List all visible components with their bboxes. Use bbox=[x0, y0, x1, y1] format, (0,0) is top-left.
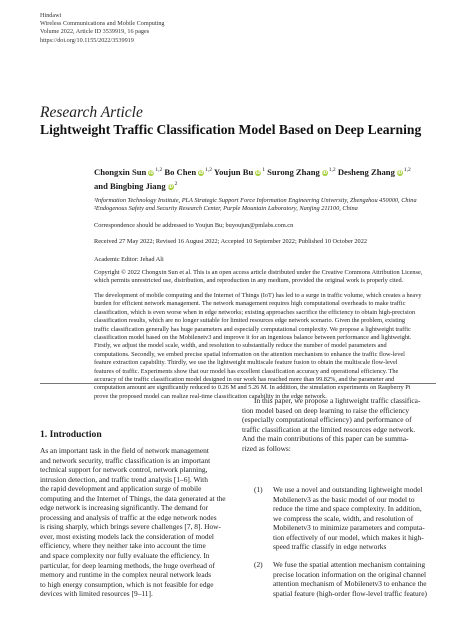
text-line: Firstly, we adjust the model scale, width, and resolution to substantially reduce the number of model parameters and bbox=[94, 342, 387, 350]
section-divider bbox=[40, 383, 436, 384]
contribution-text bbox=[273, 485, 438, 552]
author: and Bingbing Jiang iD $^2$ bbox=[94, 181, 178, 192]
text-line: traffic classification generally has huge parameters and especially computational complexity. We propose a lightweight traffic bbox=[94, 325, 411, 333]
orcid-icon[interactable]: iD bbox=[198, 169, 204, 175]
contribution-number: (2) bbox=[254, 560, 263, 569]
text-line: Mobilenetv3 as the basic model of our model to bbox=[273, 494, 415, 504]
abstract bbox=[94, 292, 435, 401]
text-line: efficiency, where they neither take into account the time bbox=[40, 541, 206, 551]
intro-right-column bbox=[242, 396, 438, 453]
text-line: prove the proposed model can realize real-time classification capability in the edge network. bbox=[94, 392, 327, 400]
publication-dates: Received 27 May 2022; Revised 16 August 2022; Accepted 10 September 2022; Published 10 October 2022 bbox=[94, 238, 367, 245]
text-line: technical support for network control, network planning, bbox=[40, 465, 208, 475]
text-line: edge network is increasing significantly. The demand for bbox=[40, 503, 209, 513]
text-line: computations. Secondly, we embed precise spatial information on the attention mechanism to enhance the traffic flow-level bbox=[94, 350, 405, 358]
text-line: Copyright © 2022 Chongxin Sun et al. This is an open access article distributed under the Creative Commons Attribution License, bbox=[94, 269, 423, 276]
academic-editor: Academic Editor: Jehad Ali bbox=[94, 256, 164, 263]
journal-name: Wireless Communications and Mobile Computing bbox=[40, 20, 165, 28]
journal-header bbox=[40, 12, 165, 45]
affiliation: ¹Information Technology Institute, PLA Strategic Support Force Information Engineering University, Zhengzhou 450000, China bbox=[94, 197, 417, 204]
text-line: features of traffic. Experiments show that our model has excellent classification accuracy and operational efficiency. The bbox=[94, 367, 399, 375]
contribution-number: (1) bbox=[254, 485, 263, 494]
orcid-icon[interactable]: iD bbox=[255, 169, 261, 175]
text-line: tion effectively of our model, which makes it high- bbox=[273, 532, 424, 542]
text-line: and space complexity nor fully evaluate the efficiency. In bbox=[40, 551, 210, 561]
text-line: reduce the time and space complexity. In addition, bbox=[273, 504, 422, 514]
author: Youjun Bu iD $^1$ bbox=[213, 166, 265, 177]
text-line: classification, which is even worse when in edge networks; existing approaches sacrifice the efficiency to obtain high-precision bbox=[94, 308, 416, 316]
text-line: traffic classification at the limited resources edge network. bbox=[242, 424, 416, 434]
author: Desheng Zhang iD $^{1,2}$ bbox=[337, 166, 411, 177]
text-line: speed traffic classify in edge networks bbox=[273, 542, 387, 552]
text-line: computing and the Internet of Things, the data generated at the bbox=[40, 493, 226, 503]
text-line: tion model based on deep learning to raise the efficiency bbox=[242, 405, 410, 415]
volume-info: Volume 2022, Article ID 3539919, 16 pages bbox=[40, 28, 150, 36]
text-line: accuracy of the traffic classification model designed in our work has reached more than 99.82%, and the parameter and bbox=[94, 376, 395, 384]
text-line: As an important task in the field of network management bbox=[40, 446, 209, 455]
text-line: precise location information on the original channel bbox=[273, 569, 427, 579]
text-line: processing and analysis of traffic at the edge network nodes bbox=[40, 512, 217, 522]
text-line: We use a novel and outstanding lightweight model bbox=[273, 485, 423, 494]
text-line: intrusion detection, and traffic trend analysis [1–6]. With bbox=[40, 474, 208, 484]
orcid-icon[interactable]: iD bbox=[322, 169, 328, 175]
text-line: feature extraction capability. Thirdly, we use the lightweight multiscale feature fusion to obtain the multiscale flow-level bbox=[94, 359, 398, 367]
article-type: Research Article bbox=[40, 104, 143, 121]
text-line: and network security, traffic classification is an important bbox=[40, 455, 211, 465]
doi-link[interactable]: https://doi.org/10.1155/2022/3539919 bbox=[40, 36, 134, 44]
text-line: And the main contributions of this paper can be summa- bbox=[242, 434, 409, 444]
section-heading: 1. Introduction bbox=[40, 429, 102, 440]
text-line: burden for efficient network management. The network management requires high computational overheads to make traffic bbox=[94, 300, 406, 308]
text-line: The development of mobile computing and the Internet of Things (IoT) has led to a surge in traffic volume, which creates a heavy bbox=[94, 292, 422, 299]
text-line: particular, for deep learning methods, the huge overhead of bbox=[40, 560, 215, 570]
text-line: We fuse the spatial attention mechanism containing bbox=[273, 560, 426, 569]
text-line: devices with limited resources [9–11]. bbox=[40, 589, 153, 599]
orcid-icon[interactable]: iD bbox=[168, 184, 173, 190]
text-line: Mobilenetv3 to minimize parameters and computa- bbox=[273, 523, 425, 533]
author: Bo Chen iD $^{1,2}$ bbox=[164, 166, 212, 177]
text-line: to high energy consumption, which is not feasible for edge bbox=[40, 579, 214, 589]
text-line: is rising sharply, which brings severe challenges [7, 8]. How- bbox=[40, 522, 221, 532]
contribution-text bbox=[273, 560, 438, 598]
intro-left-column bbox=[40, 446, 236, 599]
text-line: ever, most existing models lack the consideration of model bbox=[40, 531, 214, 541]
publisher-name: Hindawi bbox=[40, 12, 62, 19]
text-line: we compress the scale, width, and resolution of bbox=[273, 513, 414, 523]
text-line: classification model based on the Mobilenetv3 and improve it for an ingenious balance between performance and lightweight. bbox=[94, 334, 412, 342]
affiliations bbox=[94, 197, 435, 214]
text-line: attention mechanism of Mobilenetv3 to enhance the bbox=[273, 579, 427, 589]
text-line: which permits unrestricted use, distribution, and reproduction in any medium, provided the original work is properly cited. bbox=[94, 277, 404, 285]
author: Surong Zhang iD $^{1,2}$ bbox=[267, 166, 336, 177]
article-title: Lightweight Traffic Classification Model Based on Deep Learning bbox=[40, 122, 422, 137]
correspondence: Correspondence should be addressed to Youjun Bu; buyoujun@pmlabs.com.cn bbox=[94, 222, 294, 229]
orcid-icon[interactable]: iD bbox=[397, 169, 403, 175]
text-line: (especially computational efficiency) and performance of bbox=[242, 415, 412, 425]
text-line: computation amount are significantly reduced to 0.26 M and 5.26 M. In addition, the simulation experiments on Raspberry Pi bbox=[94, 384, 411, 392]
text-line: spatial feature (high-order flow-level traffic feature) bbox=[273, 588, 427, 598]
orcid-icon[interactable]: iD bbox=[148, 169, 154, 175]
author-list bbox=[94, 164, 444, 193]
text-line: the rapid development and application surge of mobile bbox=[40, 484, 202, 494]
text-line: rized as follows: bbox=[242, 443, 291, 453]
author: Chongxin Sun iD $^{1,2}$ bbox=[94, 166, 163, 177]
text-line: memory and runtime in the complex neural network leads bbox=[40, 570, 212, 580]
text-line: In this paper, we propose a lightweight traffic classifica- bbox=[254, 396, 421, 405]
text-line: classification results, which are no longer suitable for limited resources edge network scenario. Given the problem, existing bbox=[94, 317, 406, 325]
affiliation: ²Endogenous Safety and Security Research Center, Purple Mountain Laboratory, Nanjing 211100, China bbox=[94, 205, 358, 213]
copyright-notice bbox=[94, 269, 435, 286]
